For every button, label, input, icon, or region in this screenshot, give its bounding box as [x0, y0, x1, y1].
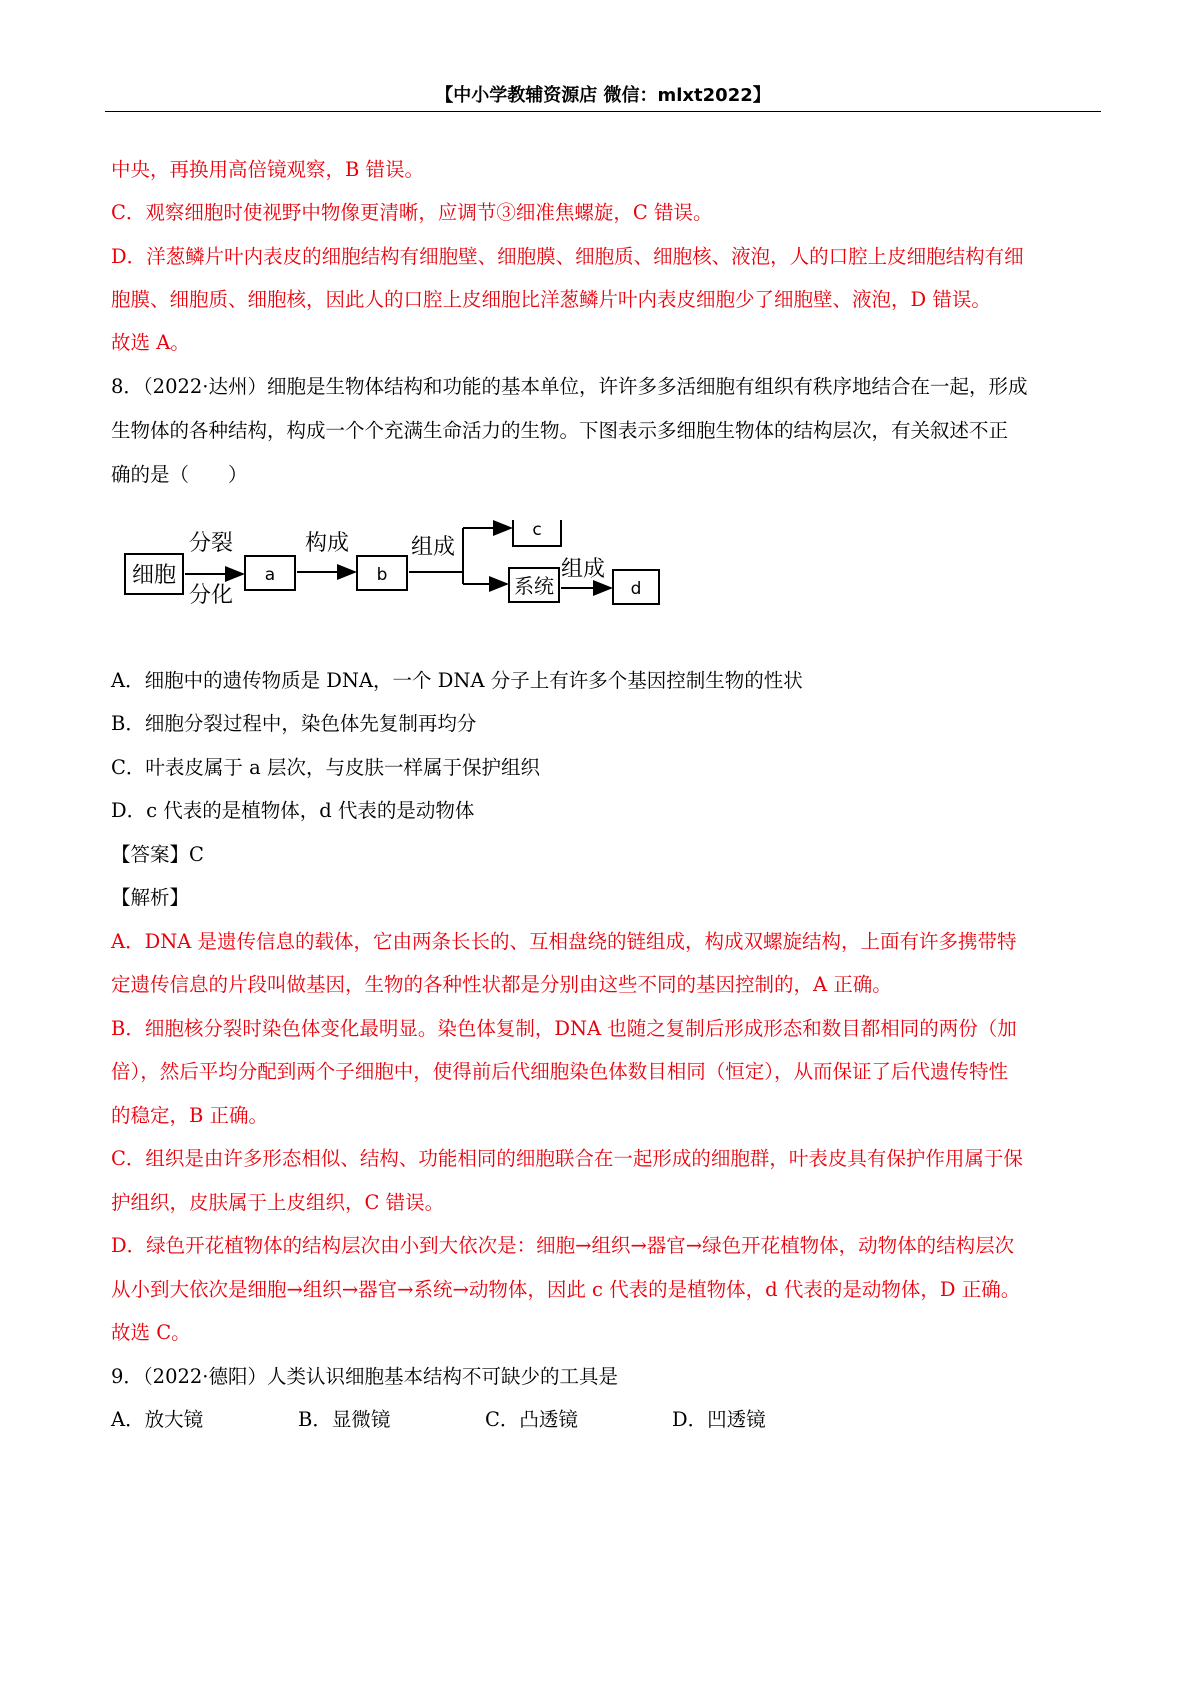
q8-option-b: B．细胞分裂过程中，染色体先复制再均分 [111, 712, 477, 735]
q8-analysis-conclusion: 故选 C。 [111, 1321, 191, 1344]
q8-analysis-line: 的稳定，B 正确。 [111, 1104, 269, 1127]
q8-analysis-line: 定遗传信息的片段叫做基因，生物的各种性状都是分别由这些不同的基因控制的，A 正确。 [111, 973, 892, 996]
constitute-label: 构成 [304, 531, 350, 556]
q9-stem: 9．（2022·德阳）人类认识细胞基本结构不可缺少的工具是 [111, 1365, 618, 1388]
compose-label: 组成 [560, 557, 606, 582]
q8-stem-line: 生物体的各种结构，构成一个个充满生命活力的生物。下图表示多细胞生物体的结构层次，有关叙述不正 [111, 419, 1009, 442]
q8-option-a: A．细胞中的遗传物质是 DNA，一个 DNA 分子上有许多个基因控制生物的性状 [111, 669, 803, 692]
c-label: c [532, 520, 542, 540]
q8-stem-line: 确的是（ ） [111, 463, 248, 486]
q9-option-d: D．凹透镜 [672, 1408, 766, 1431]
compose-label: 组成 [410, 535, 456, 560]
q8-option-c: C．叶表皮属于 a 层次，与皮肤一样属于保护组织 [111, 756, 540, 779]
system-label: 系统 [514, 574, 554, 598]
q8-analysis-line: A．DNA 是遗传信息的载体，它由两条长长的、互相盘绕的链组成，构成双螺旋结构，上面有许多携带特 [111, 930, 1017, 953]
divide-label: 分裂 [188, 531, 234, 556]
cell-label: 细胞 [131, 563, 177, 588]
q8-analysis-line: B．细胞核分裂时染色体变化最明显。染色体复制，DNA 也随之复制后形成形态和数目都相同的两份（加 [111, 1017, 1017, 1040]
q8-analysis-line: 护组织，皮肤属于上皮组织，C 错误。 [111, 1191, 445, 1214]
structure-hierarchy-diagram [115, 520, 715, 680]
b-label: b [376, 565, 388, 585]
q9-option-b: B．显微镜 [298, 1408, 391, 1431]
q8-analysis-line: C．组织是由许多形态相似、结构、功能相同的细胞联合在一起形成的细胞群，叶表皮具有保护作用属于保 [111, 1147, 1023, 1170]
a-label: a [264, 565, 276, 585]
page-header: 【中小学教辅资源店 微信：mlxt2022】 [435, 85, 771, 106]
differentiate-label: 分化 [188, 583, 234, 608]
prev-explanation-line: D．洋葱鳞片叶内表皮的细胞结构有细胞壁、细胞膜、细胞质、细胞核、液泡，人的口腔上皮细胞结构有细 [111, 245, 1024, 268]
prev-explanation-line: 胞膜、细胞质、细胞核，因此人的口腔上皮细胞比洋葱鳞片叶内表皮细胞少了细胞壁、液泡，D 错误。 [111, 288, 991, 311]
q8-stem-line: 8．（2022·达州）细胞是生物体结构和功能的基本单位，许许多多活细胞有组织有秩序地结合在一起，形成 [111, 375, 1028, 398]
q8-analysis-line: 从小到大依次是细胞→组织→器官→系统→动物体，因此 c 代表的是植物体，d 代表的是动物体，D 正确。 [111, 1278, 1021, 1301]
prev-explanation-line: 中央，再换用高倍镜观察，B 错误。 [111, 158, 425, 181]
q8-analysis-line: D．绿色开花植物体的结构层次由小到大依次是：细胞→组织→器官→绿色开花植物体，动物体的结构层次 [111, 1234, 1015, 1257]
q9-option-c: C．凸透镜 [485, 1408, 578, 1431]
prev-explanation-line: C．观察细胞时使视野中物像更清晰，应调节③细准焦螺旋，C 错误。 [111, 201, 713, 224]
prev-explanation-conclusion: 故选 A。 [111, 331, 190, 354]
q8-answer: 【答案】C [111, 843, 204, 866]
q8-analysis-line: 倍），然后平均分配到两个子细胞中，使得前后代细胞染色体数目相同（恒定），从而保证了后代遗传特性 [111, 1060, 1009, 1083]
header-divider [105, 111, 1101, 112]
q8-analysis-title: 【解析】 [111, 886, 190, 909]
d-label: d [630, 579, 642, 599]
q8-option-d: D．c 代表的是植物体，d 代表的是动物体 [111, 799, 475, 822]
q9-option-a: A．放大镜 [111, 1408, 204, 1431]
